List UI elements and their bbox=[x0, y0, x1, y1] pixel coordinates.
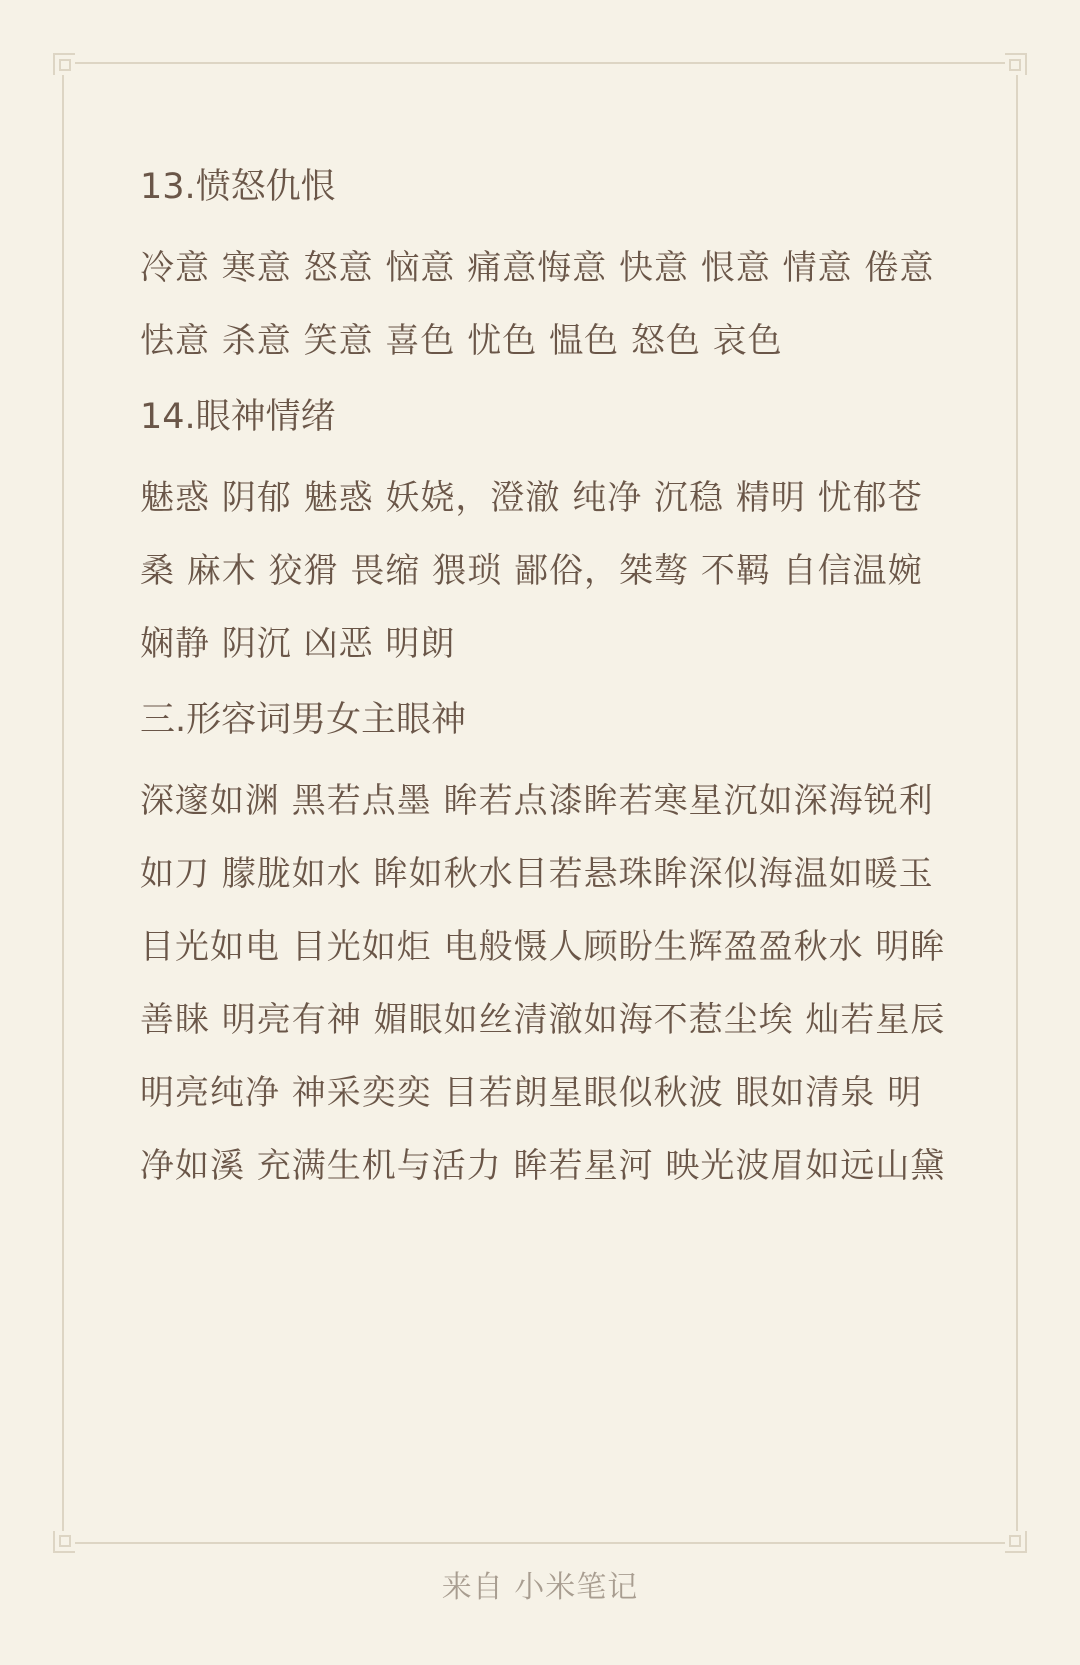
note-content bbox=[140, 162, 950, 1217]
corner-ornament-bottom-right bbox=[1005, 1531, 1027, 1553]
corner-ornament-top-left bbox=[53, 53, 75, 75]
corner-ornament-top-right bbox=[1005, 53, 1027, 75]
section-text-eye-adjectives: 深邃如渊 黑若点墨 眸若点漆眸若寒星沉如深海锐利如刀 朦胧如水 眸如秋水目若悬珠眸深似海温如暖玉 目光如电 目光如炬 电般慑人顾盼生辉盈盈秋水 明眸善睐 明亮有神 媚眼如丝清澈如海不惹尘埃 灿若星辰 明亮纯净 神采奕奕 目若朗星眼似秋波 眼如清泉 明净如溪 充满生机与活力 眸若星河 映光波眉如远山黛 bbox=[140, 781, 946, 1186]
section-text-anger: 冷意 寒意 怒意 恼意 痛意悔意 快意 恨意 情意 倦意 怯意 杀意 笑意 喜色 忧色 愠色 怒色 哀色 bbox=[140, 248, 935, 361]
section-heading-eye-emotion: 14.眼神情绪 bbox=[140, 397, 336, 437]
corner-ornament-bottom-left bbox=[53, 1531, 75, 1553]
footer-source-label: 来自 小米笔记 bbox=[441, 1570, 639, 1605]
section-heading-anger: 13.愤怒仇恨 bbox=[140, 167, 336, 207]
section-text-eye-emotion: 魅惑 阴郁 魅惑 妖娆，澄澈 纯净 沉稳 精明 忧郁苍桑 麻木 狡猾 畏缩 猥琐 鄙俗，桀骜 不羁 自信温婉 娴静 阴沉 凶恶 明朗 bbox=[140, 478, 923, 664]
section-heading-eye-adjectives: 三.形容词男女主眼神 bbox=[140, 700, 467, 740]
